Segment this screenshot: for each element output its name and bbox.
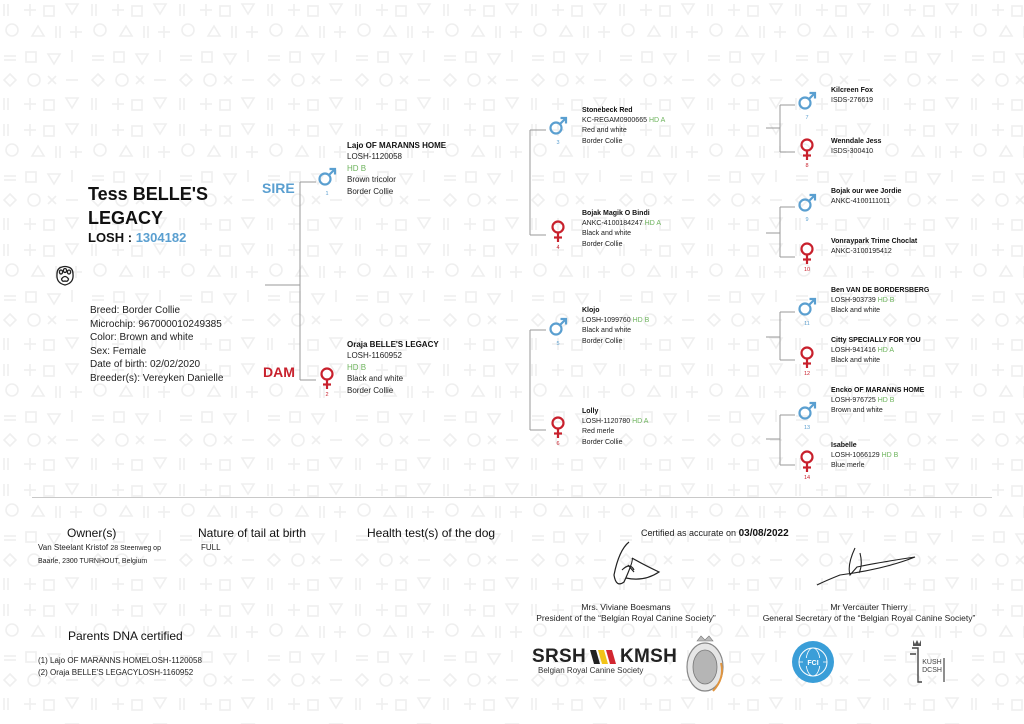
- animal-name: Wenndale Jess: [831, 138, 882, 145]
- animal-breed: Border Collie: [582, 337, 623, 345]
- logo-srsh-text: SRSH: [532, 646, 586, 667]
- connector-gen2-sire: [530, 130, 546, 235]
- logo-srsh-subtitle: Belgian Royal Canine Society: [538, 666, 644, 675]
- animal-registration: ISDS-276619: [831, 97, 874, 105]
- dna-item: (1) Lajo OF MARANNS HOMELOSH-1120058: [38, 656, 202, 665]
- pedigree-animal: [582, 209, 661, 250]
- pedigree-animal: [831, 86, 873, 106]
- animal-registration: ANKC-3100195412: [831, 248, 892, 256]
- animal-color: Black and white: [831, 357, 881, 365]
- animal-name: Bojak our wee Jordie: [831, 188, 902, 195]
- male-symbol-icon: [797, 192, 817, 216]
- animal-name: Citty SPECIALLY FOR YOU: [831, 337, 921, 344]
- signatory-name: Mrs. Viviane Boesmans: [581, 602, 671, 612]
- kush-text: KUSH: [922, 659, 942, 666]
- animal-name: Ben VAN DE BORDERSBERG: [831, 287, 930, 294]
- connector-gen1: [265, 182, 316, 380]
- tail-title: Nature of tail at birth: [198, 526, 307, 540]
- pedigree-animal: [347, 339, 439, 396]
- animal-name: Stonebeck Red: [582, 107, 633, 114]
- pedigree-index: 6: [556, 441, 560, 447]
- animal-breed: Border Collie: [347, 186, 394, 196]
- animal-hd-result: HD A: [648, 117, 666, 125]
- detail-date-of-birth: Date of birth: 02/02/2020: [90, 359, 201, 371]
- dna-list: [38, 655, 202, 679]
- female-symbol-icon: [548, 416, 568, 440]
- detail-breeder: Breeder(s): Vereyken Danielle: [90, 372, 224, 384]
- pedigree-index: 7: [805, 115, 809, 121]
- pedigree-index: 3: [556, 140, 560, 146]
- pedigree-animal: [831, 386, 924, 417]
- animal-hd-result: HD A: [644, 220, 662, 228]
- animal-registration: ISDS-300410: [831, 148, 874, 156]
- connector-gen3-d: [766, 415, 795, 465]
- signatory-role: General Secretary of the “Belgian Royal Canine Society”: [762, 613, 976, 623]
- pedigree-animal: [831, 237, 917, 257]
- male-symbol-icon: [797, 90, 817, 114]
- animal-hd-result: HD B: [347, 362, 367, 372]
- pedigree-animal: [582, 106, 665, 147]
- animal-registration: LOSH-1120780: [582, 418, 631, 426]
- owner-name: Van Steelant Kristof: [38, 543, 109, 552]
- pedigree-animal: [831, 336, 921, 367]
- male-symbol-icon: [548, 115, 568, 139]
- logo-kmsh-text: KMSH: [620, 646, 678, 667]
- male-symbol-icon: [797, 400, 817, 424]
- animal-color: Black and white: [831, 307, 881, 315]
- society-crest-icon: [683, 633, 727, 695]
- animal-hd-result: HD B: [632, 317, 650, 325]
- animal-name: Vonraypark Trime Choclat: [831, 238, 918, 245]
- animal-breed: Border Collie: [582, 438, 623, 446]
- animal-hd-result: HD B: [881, 452, 899, 460]
- animal-color: Red merle: [582, 428, 615, 436]
- pedigree-index: 13: [803, 425, 811, 431]
- female-symbol-icon: [797, 242, 817, 266]
- signatory-name: Mr Vercauter Thierry: [830, 602, 908, 612]
- pedigree-animal: [347, 140, 446, 197]
- detail-breed: Breed: Border Collie: [90, 305, 181, 316]
- certification: [641, 528, 789, 539]
- animal-registration: ANKC-4100184247: [582, 220, 643, 228]
- animal-color: Brown tricolor: [347, 175, 396, 185]
- dcsh-text: DCSH: [922, 667, 942, 674]
- animal-name: Bojak Magik O Bindi: [582, 210, 650, 217]
- animal-name: Klojo: [582, 307, 600, 314]
- connector-gen2-dam: [530, 330, 546, 430]
- pedigree-animal: [831, 286, 929, 317]
- pedigree-index: 11: [804, 321, 810, 327]
- animal-color: Red and white: [582, 127, 627, 135]
- kush-dcsh-logo: [904, 638, 954, 686]
- owners-title: Owner(s): [67, 526, 117, 540]
- pedigree-animal: [582, 306, 649, 347]
- animal-name: Oraja BELLE'S LEGACY: [347, 340, 439, 349]
- animal-color: Brown and white: [831, 407, 883, 415]
- pedigree-animal: [582, 407, 648, 448]
- dog-name: Tess BELLE'S LEGACY: [88, 184, 208, 228]
- animal-hd-result: HD A: [632, 418, 649, 426]
- fci-logo: [791, 640, 835, 684]
- secretary-signature: [815, 545, 925, 590]
- animal-registration: LOSH-903739: [831, 297, 876, 305]
- certified-date: 03/08/2022: [738, 528, 789, 539]
- male-symbol-icon: [797, 296, 817, 320]
- dna-title: Parents DNA certified: [68, 629, 183, 643]
- female-symbol-icon: [797, 346, 817, 370]
- pedigree-animal: [831, 187, 901, 207]
- certified-text: Certified as accurate on: [641, 528, 737, 538]
- detail-microchip: Microchip: 967000010249385: [90, 318, 222, 330]
- animal-color: Black and white: [347, 374, 404, 384]
- detail-color: Color: Brown and white: [90, 332, 194, 344]
- animal-hd-result: HD A: [877, 347, 895, 355]
- animal-name: Kilcreen Fox: [831, 87, 874, 94]
- signatory-president: [520, 602, 732, 624]
- pedigree-index: 10: [803, 267, 811, 273]
- connector-gen3-c: [766, 312, 795, 360]
- female-symbol-icon: [317, 367, 337, 391]
- tail-value: FULL: [201, 543, 221, 552]
- pedigree-index: 12: [803, 371, 811, 377]
- female-symbol-icon: [548, 220, 568, 244]
- animal-registration: KC-REGAM0900665: [582, 117, 647, 125]
- signatory-secretary: [744, 602, 994, 624]
- animal-registration: LOSH-1120058: [347, 152, 402, 162]
- president-signature: [604, 540, 664, 590]
- detail-sex: Sex: Female: [90, 345, 147, 357]
- pedigree-animal: [831, 441, 898, 472]
- female-symbol-icon: [797, 450, 817, 474]
- registry-separator: :: [124, 230, 136, 245]
- registry-label: LOSH: [88, 230, 125, 245]
- srsh-kmsh-logo: [532, 646, 677, 675]
- animal-breed: Border Collie: [582, 240, 623, 248]
- pedigree-index: 5: [556, 341, 560, 347]
- animal-color: Black and white: [582, 327, 632, 335]
- section-divider: [32, 497, 992, 498]
- dna-item: (2) Oraja BELLE'S LEGACYLOSH-1160952: [38, 668, 194, 677]
- animal-name: Encko OF MARANNS HOME: [831, 387, 925, 394]
- sire-label: SIRE: [262, 180, 295, 196]
- pedigree-animal: [831, 137, 881, 157]
- animal-name: Isabelle: [831, 442, 857, 449]
- male-symbol-icon: [317, 166, 337, 190]
- pedigree-index: 9: [805, 217, 809, 223]
- male-symbol-icon: [548, 316, 568, 340]
- pedigree-index: 2: [325, 392, 329, 398]
- dam-label: DAM: [263, 364, 295, 380]
- animal-registration: LOSH-1099760: [582, 317, 631, 325]
- animal-name: Lajo OF MARANNS HOME: [347, 141, 447, 150]
- animal-registration: LOSH-941416: [831, 347, 876, 355]
- animal-name: Lolly: [582, 408, 599, 415]
- pedigree-index: 4: [556, 245, 560, 251]
- connector-gen3-a: [766, 105, 795, 152]
- animal-hd-result: HD B: [877, 397, 895, 405]
- owner-address-line-2: Baarle, 2300 TURNHOUT, Belgium: [38, 558, 148, 565]
- animal-breed: Border Collie: [582, 137, 623, 145]
- animal-registration: ANKC-4100111011: [831, 198, 891, 206]
- fci-logo-text: FCI: [807, 660, 819, 667]
- connector-gen3-b: [766, 207, 795, 257]
- animal-color: Blue merle: [831, 462, 865, 470]
- registry-number: 1304182: [135, 230, 187, 245]
- animal-color: Black and white: [582, 230, 632, 238]
- owner-address-line-1: 28 Steenweg op: [110, 545, 161, 552]
- animal-hd-result: HD B: [877, 297, 895, 305]
- pedigree-index: 1: [325, 191, 329, 197]
- signatory-role: President of the “Belgian Royal Canine Society”: [536, 613, 716, 623]
- animal-registration: LOSH-1066129: [831, 452, 880, 460]
- animal-hd-result: HD B: [347, 163, 367, 173]
- animal-registration: LOSH-976725: [831, 397, 876, 405]
- animal-registration: LOSH-1160952: [347, 351, 402, 361]
- pedigree-index: 14: [803, 475, 811, 481]
- belgian-stripes-icon: [588, 648, 618, 666]
- pedigree-index: 8: [805, 163, 809, 169]
- health-title: Health test(s) of the dog: [367, 526, 496, 540]
- female-symbol-icon: [797, 138, 817, 162]
- animal-breed: Border Collie: [347, 385, 394, 395]
